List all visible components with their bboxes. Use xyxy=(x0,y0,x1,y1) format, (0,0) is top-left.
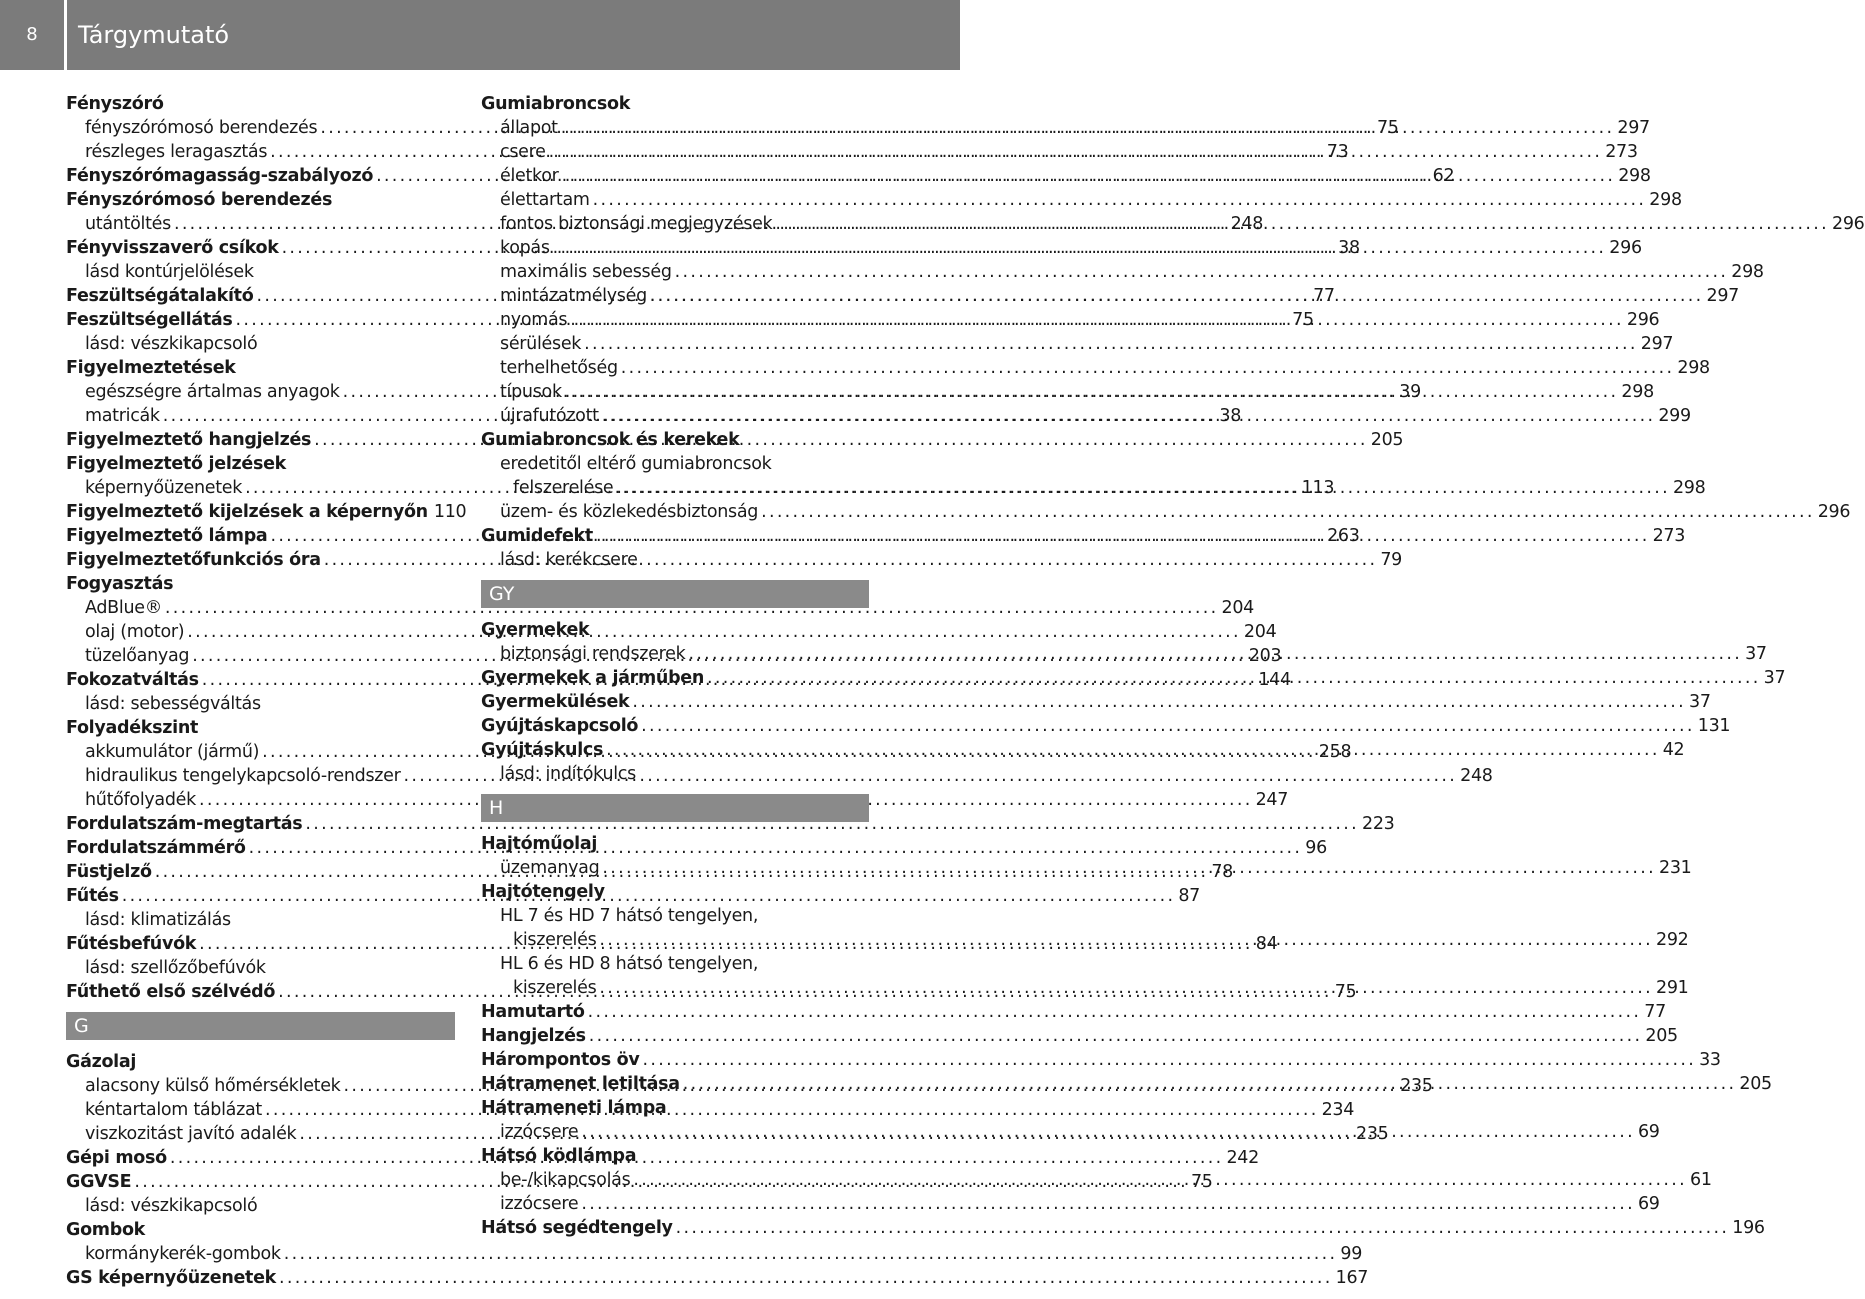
entry-label: mintázatmélység xyxy=(500,286,647,306)
entry-label: Gázolaj xyxy=(66,1052,137,1072)
entry-label: üzem- és közlekedésbiztonság xyxy=(500,502,759,522)
entry-label: felszerelése xyxy=(513,478,614,498)
page-ref-link[interactable]: 33 xyxy=(1699,1050,1721,1070)
index-entry xyxy=(66,1266,1369,1290)
entry-label: életkor xyxy=(500,166,559,186)
entry-label: lásd: vészkikapcsoló xyxy=(85,1196,258,1216)
page-ref-link[interactable]: 205 xyxy=(1645,1026,1678,1046)
entry-label: élettartam xyxy=(500,190,590,210)
entry-label: matricák xyxy=(85,406,160,426)
dot-leader xyxy=(599,928,1653,952)
dot-leader xyxy=(775,212,1829,236)
entry-label: Fűtésbefúvók xyxy=(66,934,197,954)
entry-label: Gépi mosó xyxy=(66,1148,167,1168)
index-subentry xyxy=(481,952,869,976)
page-ref-link[interactable]: 297 xyxy=(1617,118,1650,138)
page-ref-link[interactable]: 298 xyxy=(1731,262,1764,282)
entry-label: hidraulikus tengelykapcsoló-rendszer xyxy=(85,766,401,786)
dot-leader xyxy=(761,500,1815,524)
dot-leader xyxy=(570,308,1624,332)
page-ref-link[interactable]: 296 xyxy=(1626,310,1660,330)
entry-label: Feszültségátalakító xyxy=(66,286,254,306)
entry-label: Fényszóró xyxy=(66,94,164,114)
entry-label: Gyermekek xyxy=(481,620,590,640)
page-ref-link[interactable]: 38 xyxy=(1219,406,1242,426)
index-entry xyxy=(481,1048,1721,1072)
page-ref-link[interactable]: 37 xyxy=(1763,668,1786,688)
dot-leader xyxy=(581,1192,1635,1216)
page-ref-link[interactable]: 77 xyxy=(1313,286,1335,306)
dot-leader xyxy=(284,1242,1338,1266)
entry-label: lásd: indítókulcs xyxy=(500,764,636,784)
dot-leader xyxy=(633,1168,1687,1192)
entry-label: Fogyasztás xyxy=(66,574,174,594)
entry-label: alacsony külső hőmérsékletek xyxy=(85,1076,341,1096)
entry-label: Fordulatszámmérő xyxy=(66,838,246,858)
index-entry xyxy=(66,356,455,380)
entry-label: Hátramenet letiltása xyxy=(481,1074,680,1094)
dot-leader xyxy=(565,380,1619,404)
index-subentry xyxy=(481,260,1764,284)
entry-label: terhelhetőség xyxy=(500,358,618,378)
page-ref-link[interactable]: 37 xyxy=(1688,692,1711,712)
dot-leader xyxy=(707,666,1761,690)
page-ref-link[interactable]: 297 xyxy=(1640,334,1674,354)
dot-leader xyxy=(553,236,1607,260)
entry-label: Gyújtáskapcsoló xyxy=(481,716,639,736)
page-title: Tárgymutató xyxy=(78,21,230,49)
page-ref-link[interactable]: 248 xyxy=(1230,214,1264,234)
entry-label: utántöltés xyxy=(85,214,171,234)
entry-label: tüzelőanyag xyxy=(85,646,190,666)
dot-leader xyxy=(599,976,1653,1000)
page-ref-link[interactable]: 167 xyxy=(1335,1268,1369,1288)
index-subentry xyxy=(481,904,869,928)
dot-leader xyxy=(632,690,1686,714)
page-ref-link[interactable]: 248 xyxy=(1460,766,1493,786)
entry-label: kéntartalom táblázat xyxy=(85,1100,262,1120)
index-entry xyxy=(481,1216,1765,1240)
page-ref-link[interactable]: 75 xyxy=(1292,310,1314,330)
index-subentry xyxy=(481,140,1638,164)
page-ref-link[interactable]: 96 xyxy=(1305,838,1327,858)
entry-label: be-/kikapcsolás xyxy=(500,1170,631,1190)
page-ref-link[interactable]: 42 xyxy=(1662,740,1685,760)
index-entry xyxy=(66,452,455,476)
entry-label: Fényvisszaverő csíkok xyxy=(66,238,279,258)
entry-label: Fényszórómosó berendezés xyxy=(66,190,333,210)
page-ref-link[interactable]: 78 xyxy=(1211,862,1233,882)
page-ref-link[interactable]: 196 xyxy=(1732,1218,1765,1238)
page-ref-link[interactable]: 110 xyxy=(433,502,467,522)
page-ref-link[interactable]: 37 xyxy=(1745,644,1767,664)
entry-label: Figyelmeztetőfunkciós óra xyxy=(66,550,321,570)
entry-label: Gyermekek a járműben xyxy=(481,668,705,688)
page-ref-link[interactable]: 73 xyxy=(1326,142,1349,162)
entry-label: maximális sebesség xyxy=(500,262,672,282)
page-ref-link[interactable]: 38 xyxy=(1338,238,1360,258)
index-subentry xyxy=(66,788,1289,812)
page-ref-link[interactable]: 299 xyxy=(1658,406,1691,426)
page-ref-link[interactable]: 69 xyxy=(1637,1194,1660,1214)
entry-label: Fordulatszám-megtartás xyxy=(66,814,303,834)
header-divider xyxy=(64,0,67,70)
index-entry xyxy=(481,832,869,856)
entry-label: kiszerelés xyxy=(513,978,597,998)
entry-label: Hátsó segédtengely xyxy=(481,1218,673,1238)
index-entry xyxy=(66,572,455,596)
entry-label: csere xyxy=(500,142,546,162)
entry-label: Figyelmeztető kijelzések a képernyőn xyxy=(66,502,428,522)
page-ref-link[interactable]: 234 xyxy=(1321,1100,1355,1120)
index-subentry xyxy=(66,260,455,284)
entry-label: részleges leragasztás xyxy=(85,142,268,162)
page-ref-link[interactable]: 203 xyxy=(1248,646,1282,666)
index-subentry xyxy=(481,500,1851,524)
index-entry xyxy=(66,716,455,740)
index-entry xyxy=(66,1218,455,1242)
dot-leader xyxy=(549,140,1603,164)
page-ref-link[interactable]: 79 xyxy=(1380,550,1402,570)
page-ref-link[interactable]: 205 xyxy=(1739,1074,1772,1094)
section-letter-heading: G xyxy=(66,1012,455,1040)
dot-leader xyxy=(584,332,1638,356)
index-entry xyxy=(481,690,1711,714)
index-subentry xyxy=(481,188,1682,212)
dot-leader xyxy=(589,1024,1643,1048)
dot-leader xyxy=(675,260,1729,284)
page-ref-link[interactable]: 247 xyxy=(1255,790,1289,810)
page-number: 8 xyxy=(26,24,38,45)
index-entry xyxy=(66,92,455,116)
entry-label: AdBlue® xyxy=(85,598,162,618)
entry-label: Hamutartó xyxy=(481,1002,585,1022)
dot-leader xyxy=(581,1120,1635,1144)
index-subentry xyxy=(66,956,455,980)
page-ref-link[interactable]: 87 xyxy=(1178,886,1200,906)
page-ref-link[interactable]: 204 xyxy=(1221,598,1255,618)
index-subentry xyxy=(481,332,1674,356)
page-ref-link[interactable]: 263 xyxy=(1327,526,1360,546)
dot-leader xyxy=(642,1048,1696,1072)
index-entry xyxy=(66,1050,455,1074)
index-subentry xyxy=(481,356,1710,380)
dot-leader xyxy=(650,284,1704,308)
section-letter-heading: GY xyxy=(481,580,869,608)
dot-leader xyxy=(561,116,1615,140)
entry-label: Fényszórómagasság-szabályozó xyxy=(66,166,374,186)
entry-label: sérülések xyxy=(500,334,582,354)
dot-leader xyxy=(606,738,1660,762)
entry-label: Figyelmeztető jelzések xyxy=(66,454,287,474)
page-ref-link[interactable]: 298 xyxy=(1621,382,1654,402)
entry-label: Hajtótengely xyxy=(481,882,605,902)
entry-label: GS képernyőüzenetek xyxy=(66,1268,277,1288)
entry-label: Gumiabroncsok xyxy=(481,94,631,114)
entry-label: nyomás xyxy=(500,310,568,330)
page-ref-link[interactable]: 298 xyxy=(1618,166,1651,186)
entry-label: lásd: szellőzőbefúvók xyxy=(85,958,266,978)
index-subentry xyxy=(66,596,1255,620)
entry-label: olaj (motor) xyxy=(85,622,185,642)
dot-leader xyxy=(279,1266,1333,1290)
entry-label: újrafutózott xyxy=(500,406,599,426)
index-subentry xyxy=(66,1194,455,1218)
entry-label: izzócsere xyxy=(500,1194,579,1214)
page-ref-link[interactable]: 258 xyxy=(1318,742,1352,762)
page-ref-link[interactable]: 231 xyxy=(1659,858,1692,878)
dot-leader xyxy=(688,642,1742,666)
entry-label: Fűtés xyxy=(66,886,119,906)
index-subentry xyxy=(481,762,869,786)
entry-label: izzócsere xyxy=(500,1122,579,1142)
entry-label: Folyadékszint xyxy=(66,718,199,738)
index-subentry xyxy=(481,452,869,476)
index-subentry xyxy=(66,692,455,716)
dot-leader xyxy=(593,188,1647,212)
index-entry xyxy=(481,618,869,642)
page-ref-link[interactable]: 273 xyxy=(1605,142,1638,162)
entry-label: GGVSE xyxy=(66,1172,132,1192)
entry-label: üzemanyag xyxy=(500,858,600,878)
index-entry xyxy=(481,880,869,904)
page-ref-link[interactable]: 75 xyxy=(1376,118,1399,138)
page-ref-link[interactable]: 235 xyxy=(1355,1124,1389,1144)
dot-leader xyxy=(676,1216,1730,1240)
dot-leader xyxy=(683,1072,1737,1096)
page-ref-link[interactable]: 69 xyxy=(1637,1122,1660,1142)
index-entry xyxy=(481,1024,1678,1048)
entry-label: akkumulátor (jármű) xyxy=(85,742,260,762)
entry-label: Gyújtáskulcs xyxy=(481,740,604,760)
entry-label: viszkozitást javító adalék xyxy=(85,1124,297,1144)
entry-label: Feszültségellátás xyxy=(66,310,233,330)
entry-label: Hajtóműolaj xyxy=(481,834,598,854)
entry-label: Gyermekülések xyxy=(481,692,630,712)
page-ref-link[interactable]: 291 xyxy=(1656,978,1689,998)
dot-leader xyxy=(616,476,1670,500)
index-subentry xyxy=(481,1192,1660,1216)
page-header xyxy=(0,0,960,70)
section-letter-heading: H xyxy=(481,794,869,822)
index-entry xyxy=(66,188,455,212)
page-ref-link[interactable]: 113 xyxy=(1301,478,1335,498)
entry-label: HL 6 és HD 8 hátsó tengelyen, xyxy=(500,954,759,974)
page-ref-link[interactable]: 235 xyxy=(1400,1076,1433,1096)
dot-leader xyxy=(596,524,1650,548)
index-entry xyxy=(481,714,1731,738)
dot-leader xyxy=(621,356,1675,380)
page-ref-link[interactable]: 77 xyxy=(1644,1002,1666,1022)
entry-label: típusok xyxy=(500,382,562,402)
entry-label: kormánykerék-gombok xyxy=(85,1244,281,1264)
entry-label: állapot xyxy=(500,118,558,138)
page-ref-link[interactable]: 292 xyxy=(1656,930,1689,950)
index-subentry xyxy=(66,332,455,356)
entry-label: Gombok xyxy=(66,1220,146,1240)
dot-leader xyxy=(641,714,1695,738)
entry-label: lásd kontúrjelölések xyxy=(85,262,254,282)
entry-label: fontos biztonsági megjegyzések xyxy=(500,214,773,234)
page-ref-link[interactable]: 131 xyxy=(1697,716,1731,736)
page-ref-link[interactable]: 296 xyxy=(1817,502,1851,522)
entry-label: Hárompontos öv xyxy=(481,1050,640,1070)
index-entry xyxy=(481,428,869,452)
page-ref-link[interactable]: 39 xyxy=(1399,382,1421,402)
page-ref-link[interactable]: 144 xyxy=(1258,670,1291,690)
index-entry xyxy=(481,1144,869,1168)
index-entry xyxy=(66,500,467,524)
entry-label: lásd: klimatizálás xyxy=(85,910,231,930)
page-ref-link[interactable]: 75 xyxy=(1334,982,1357,1002)
entry-label: fényszórómosó berendezés xyxy=(85,118,318,138)
entry-label: kopás xyxy=(500,238,550,258)
entry-label: Gumidefekt xyxy=(481,526,593,546)
page-ref-link[interactable]: 273 xyxy=(1652,526,1686,546)
entry-label: kiszerelés xyxy=(513,930,597,950)
page-ref-link[interactable]: 242 xyxy=(1226,1148,1259,1168)
entry-label: lásd: vészkikapcsoló xyxy=(85,334,258,354)
index-subentry xyxy=(66,1242,1363,1266)
page-ref-link[interactable]: 298 xyxy=(1649,190,1682,210)
entry-label: Figyelmeztető lámpa xyxy=(66,526,268,546)
dot-leader xyxy=(602,856,1656,880)
page-ref-link[interactable]: 61 xyxy=(1690,1170,1712,1190)
entry-label: hűtőfolyadék xyxy=(85,790,196,810)
index-entry xyxy=(481,1000,1666,1024)
entry-label: Fűthető első szélvédő xyxy=(66,982,276,1002)
entry-label: Figyelmeztetések xyxy=(66,358,236,378)
index-entry xyxy=(481,92,869,116)
entry-label: HL 7 és HD 7 hátsó tengelyen, xyxy=(500,906,759,926)
entry-label: Füstjelző xyxy=(66,862,152,882)
index-subentry xyxy=(66,908,455,932)
entry-label: képernyőüzenetek xyxy=(85,478,243,498)
page-ref-link[interactable]: 204 xyxy=(1243,622,1277,642)
entry-label: Figyelmeztető hangjelzés xyxy=(66,430,312,450)
entry-label: lásd: sebességváltás xyxy=(85,694,261,714)
page-ref-link[interactable]: 297 xyxy=(1706,286,1740,306)
entry-label: Gumiabroncsok és kerekek xyxy=(481,430,740,450)
page-ref-link[interactable]: 84 xyxy=(1255,934,1278,954)
entry-label: lásd: kerékcsere xyxy=(500,550,638,570)
page-ref-link[interactable]: 296 xyxy=(1609,238,1642,258)
index-subentry xyxy=(481,548,869,572)
page-ref-link[interactable]: 205 xyxy=(1370,430,1404,450)
page-ref-link[interactable]: 298 xyxy=(1677,358,1710,378)
entry-label: Fokozatváltás xyxy=(66,670,199,690)
entry-label: eredetitől eltérő gumiabroncsok xyxy=(500,454,772,474)
page-ref-link[interactable]: 75 xyxy=(1190,1172,1213,1192)
page-ref-link[interactable]: 298 xyxy=(1672,478,1706,498)
page-ref-link[interactable]: 296 xyxy=(1832,214,1865,234)
dot-leader xyxy=(602,404,1656,428)
dot-leader xyxy=(588,1000,1642,1024)
index-entry xyxy=(66,812,1395,836)
entry-label: Hangjelzés xyxy=(481,1026,586,1046)
entry-label: biztonsági rendszerek xyxy=(500,644,686,664)
dot-leader xyxy=(562,164,1616,188)
page-ref-link[interactable]: 99 xyxy=(1340,1244,1363,1264)
index-entry xyxy=(481,1096,869,1120)
page-ref-link[interactable]: 223 xyxy=(1362,814,1395,834)
page-ref-link[interactable]: 62 xyxy=(1432,166,1455,186)
entry-label: egészségre ártalmas anyagok xyxy=(85,382,340,402)
entry-label: Hátsó ködlámpa xyxy=(481,1146,637,1166)
entry-label: Hátrameneti lámpa xyxy=(481,1098,667,1118)
